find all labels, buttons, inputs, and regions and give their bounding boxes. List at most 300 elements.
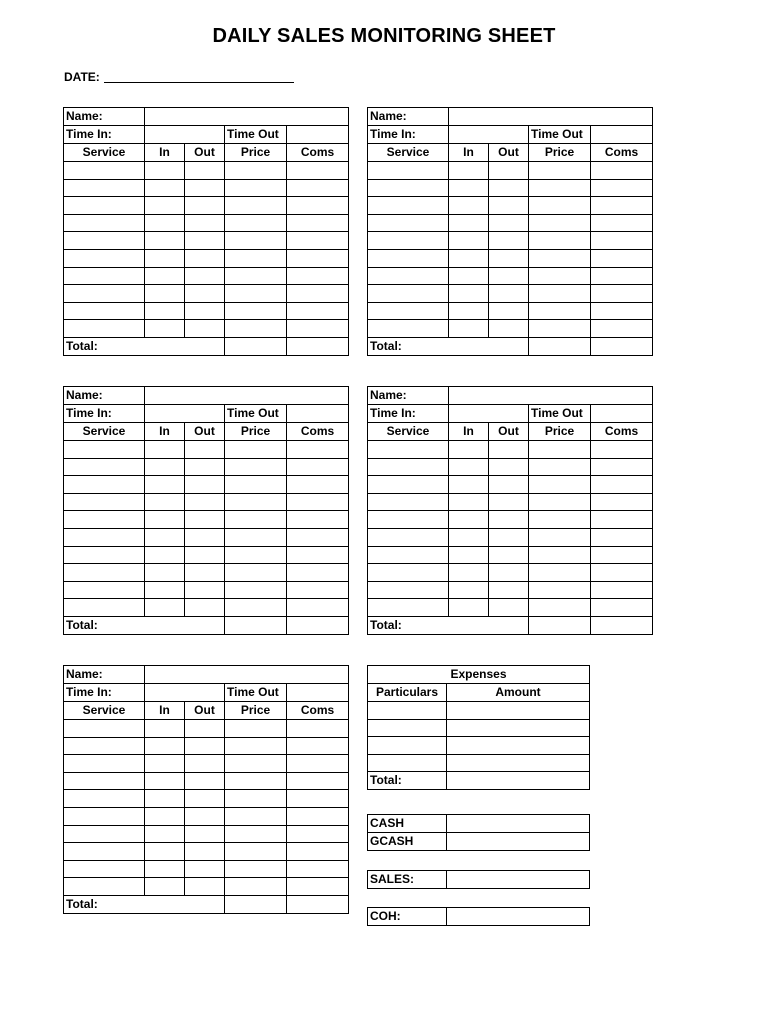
total-price-field[interactable] — [529, 616, 591, 634]
in-cell[interactable] — [145, 511, 185, 529]
price-cell[interactable] — [225, 737, 287, 755]
coms-cell[interactable] — [591, 546, 653, 564]
coms-cell[interactable] — [287, 790, 349, 808]
price-cell[interactable] — [225, 441, 287, 459]
date-blank[interactable] — [104, 70, 294, 83]
time-in-field[interactable] — [449, 405, 529, 423]
in-cell[interactable] — [145, 197, 185, 215]
in-cell[interactable] — [449, 302, 489, 320]
out-cell[interactable] — [489, 285, 529, 303]
in-cell[interactable] — [145, 581, 185, 599]
service-cell[interactable] — [368, 232, 449, 250]
out-cell[interactable] — [489, 320, 529, 338]
service-cell[interactable] — [64, 581, 145, 599]
particulars-cell[interactable] — [368, 754, 447, 772]
price-cell[interactable] — [225, 249, 287, 267]
in-cell[interactable] — [145, 755, 185, 773]
service-cell[interactable] — [64, 458, 145, 476]
out-cell[interactable] — [185, 528, 225, 546]
coms-cell[interactable] — [591, 564, 653, 582]
service-cell[interactable] — [64, 528, 145, 546]
total-price-field[interactable] — [225, 616, 287, 634]
coms-cell[interactable] — [287, 320, 349, 338]
price-cell[interactable] — [225, 267, 287, 285]
time-out-field[interactable] — [287, 126, 349, 144]
out-cell[interactable] — [489, 249, 529, 267]
price-cell[interactable] — [529, 302, 591, 320]
price-cell[interactable] — [225, 476, 287, 494]
time-out-field[interactable] — [591, 405, 653, 423]
price-cell[interactable] — [225, 511, 287, 529]
service-cell[interactable] — [64, 720, 145, 738]
coms-cell[interactable] — [287, 546, 349, 564]
coms-cell[interactable] — [287, 302, 349, 320]
price-cell[interactable] — [225, 860, 287, 878]
service-cell[interactable] — [64, 441, 145, 459]
price-cell[interactable] — [529, 599, 591, 617]
out-cell[interactable] — [185, 162, 225, 180]
in-cell[interactable] — [449, 285, 489, 303]
name-field[interactable] — [145, 108, 349, 126]
out-cell[interactable] — [489, 599, 529, 617]
total-coms-field[interactable] — [591, 616, 653, 634]
in-cell[interactable] — [145, 458, 185, 476]
coms-cell[interactable] — [591, 162, 653, 180]
price-cell[interactable] — [529, 441, 591, 459]
coh-label: COH: — [368, 908, 447, 926]
price-cell[interactable] — [225, 564, 287, 582]
in-cell[interactable] — [449, 493, 489, 511]
price-cell[interactable] — [225, 878, 287, 896]
coms-cell[interactable] — [287, 564, 349, 582]
total-coms-field[interactable] — [591, 337, 653, 355]
in-cell[interactable] — [449, 267, 489, 285]
out-cell[interactable] — [489, 162, 529, 180]
in-cell[interactable] — [145, 179, 185, 197]
service-cell[interactable] — [64, 493, 145, 511]
time-out-field[interactable] — [591, 126, 653, 144]
price-cell[interactable] — [529, 458, 591, 476]
coms-cell[interactable] — [287, 581, 349, 599]
total-price-field[interactable] — [529, 337, 591, 355]
price-cell[interactable] — [529, 267, 591, 285]
service-cell[interactable] — [64, 772, 145, 790]
in-cell[interactable] — [449, 179, 489, 197]
out-cell[interactable] — [185, 599, 225, 617]
in-cell[interactable] — [449, 564, 489, 582]
coms-cell[interactable] — [287, 232, 349, 250]
service-cell[interactable] — [64, 302, 145, 320]
service-cell[interactable] — [64, 843, 145, 861]
coms-cell[interactable] — [287, 860, 349, 878]
coms-cell[interactable] — [591, 441, 653, 459]
out-cell[interactable] — [185, 214, 225, 232]
total-coms-field[interactable] — [287, 337, 349, 355]
service-cell[interactable] — [64, 878, 145, 896]
price-cell[interactable] — [529, 214, 591, 232]
coms-cell[interactable] — [287, 807, 349, 825]
coms-cell[interactable] — [287, 528, 349, 546]
out-cell[interactable] — [489, 493, 529, 511]
out-cell[interactable] — [185, 232, 225, 250]
out-cell[interactable] — [489, 564, 529, 582]
in-cell[interactable] — [145, 476, 185, 494]
in-cell[interactable] — [449, 599, 489, 617]
name-field[interactable] — [145, 666, 349, 684]
sales-field[interactable] — [447, 871, 590, 889]
coms-cell[interactable] — [591, 476, 653, 494]
out-cell[interactable] — [489, 441, 529, 459]
coms-cell[interactable] — [287, 511, 349, 529]
out-cell[interactable] — [185, 755, 225, 773]
in-cell[interactable] — [449, 249, 489, 267]
time-in-field[interactable] — [145, 684, 225, 702]
service-cell[interactable] — [368, 546, 449, 564]
name-field[interactable] — [449, 387, 653, 405]
out-cell[interactable] — [489, 458, 529, 476]
service-cell[interactable] — [368, 476, 449, 494]
coms-cell[interactable] — [591, 197, 653, 215]
out-cell[interactable] — [185, 772, 225, 790]
in-cell[interactable] — [145, 546, 185, 564]
name-field[interactable] — [145, 387, 349, 405]
price-cell[interactable] — [225, 285, 287, 303]
coms-cell[interactable] — [287, 476, 349, 494]
coms-cell[interactable] — [287, 878, 349, 896]
in-cell[interactable] — [145, 599, 185, 617]
in-cell[interactable] — [145, 320, 185, 338]
time-in-field[interactable] — [145, 405, 225, 423]
in-cell[interactable] — [449, 546, 489, 564]
price-cell[interactable] — [225, 843, 287, 861]
in-cell[interactable] — [145, 528, 185, 546]
coms-cell[interactable] — [591, 214, 653, 232]
coms-cell[interactable] — [287, 599, 349, 617]
price-cell[interactable] — [529, 320, 591, 338]
out-cell[interactable] — [185, 581, 225, 599]
out-cell[interactable] — [185, 441, 225, 459]
service-cell[interactable] — [368, 528, 449, 546]
service-cell[interactable] — [368, 441, 449, 459]
in-cell[interactable] — [449, 528, 489, 546]
service-cell[interactable] — [64, 249, 145, 267]
out-cell[interactable] — [185, 476, 225, 494]
coms-cell[interactable] — [287, 737, 349, 755]
service-cell[interactable] — [368, 285, 449, 303]
out-cell[interactable] — [185, 720, 225, 738]
price-cell[interactable] — [225, 790, 287, 808]
price-cell[interactable] — [529, 476, 591, 494]
out-cell[interactable] — [489, 232, 529, 250]
amount-cell[interactable] — [447, 702, 590, 720]
particulars-cell[interactable] — [368, 737, 447, 755]
out-cell[interactable] — [489, 302, 529, 320]
in-cell[interactable] — [449, 476, 489, 494]
coms-cell[interactable] — [287, 493, 349, 511]
service-cell[interactable] — [64, 737, 145, 755]
price-cell[interactable] — [225, 232, 287, 250]
table-row — [64, 458, 349, 476]
out-cell[interactable] — [185, 458, 225, 476]
out-cell[interactable] — [185, 843, 225, 861]
coms-cell[interactable] — [591, 528, 653, 546]
in-cell[interactable] — [145, 249, 185, 267]
price-cell[interactable] — [225, 179, 287, 197]
service-cell[interactable] — [368, 581, 449, 599]
out-cell[interactable] — [185, 790, 225, 808]
coms-cell[interactable] — [287, 267, 349, 285]
total-coms-field[interactable] — [287, 895, 349, 913]
service-cell[interactable] — [64, 232, 145, 250]
service-cell[interactable] — [64, 511, 145, 529]
in-cell[interactable] — [145, 825, 185, 843]
coms-cell[interactable] — [591, 302, 653, 320]
service-cell[interactable] — [64, 179, 145, 197]
in-cell[interactable] — [145, 807, 185, 825]
price-cell[interactable] — [529, 528, 591, 546]
in-cell[interactable] — [145, 214, 185, 232]
total-coms-field[interactable] — [287, 616, 349, 634]
price-cell[interactable] — [225, 528, 287, 546]
service-cell[interactable] — [368, 197, 449, 215]
out-cell[interactable] — [185, 807, 225, 825]
time-out-field[interactable] — [287, 684, 349, 702]
in-cell[interactable] — [145, 878, 185, 896]
coms-cell[interactable] — [591, 493, 653, 511]
service-cell[interactable] — [64, 599, 145, 617]
gcash-label: GCASH — [368, 833, 447, 851]
in-cell[interactable] — [145, 232, 185, 250]
time-in-field[interactable] — [449, 126, 529, 144]
col-header-price: Price — [529, 144, 591, 162]
out-cell[interactable] — [185, 285, 225, 303]
price-cell[interactable] — [225, 755, 287, 773]
price-cell[interactable] — [225, 772, 287, 790]
service-cell[interactable] — [368, 493, 449, 511]
in-cell[interactable] — [145, 843, 185, 861]
price-cell[interactable] — [529, 249, 591, 267]
price-cell[interactable] — [529, 285, 591, 303]
coms-cell[interactable] — [287, 285, 349, 303]
out-cell[interactable] — [185, 564, 225, 582]
out-cell[interactable] — [185, 878, 225, 896]
service-cell[interactable] — [368, 564, 449, 582]
price-cell[interactable] — [529, 564, 591, 582]
table-row — [368, 546, 653, 564]
coms-cell[interactable] — [287, 843, 349, 861]
service-cell[interactable] — [368, 320, 449, 338]
service-cell[interactable] — [64, 790, 145, 808]
service-cell[interactable] — [64, 546, 145, 564]
service-cell[interactable] — [64, 564, 145, 582]
in-cell[interactable] — [145, 285, 185, 303]
out-cell[interactable] — [489, 267, 529, 285]
coms-cell[interactable] — [287, 825, 349, 843]
service-cell[interactable] — [64, 162, 145, 180]
in-cell[interactable] — [145, 302, 185, 320]
total-price-field[interactable] — [225, 895, 287, 913]
service-cell[interactable] — [368, 599, 449, 617]
price-cell[interactable] — [529, 511, 591, 529]
coms-cell[interactable] — [591, 320, 653, 338]
in-cell[interactable] — [449, 162, 489, 180]
service-cell[interactable] — [64, 825, 145, 843]
service-cell[interactable] — [368, 214, 449, 232]
coms-cell[interactable] — [287, 249, 349, 267]
total-label: Total: — [64, 616, 225, 634]
coms-cell[interactable] — [287, 162, 349, 180]
in-cell[interactable] — [145, 162, 185, 180]
service-cell[interactable] — [64, 755, 145, 773]
service-cell[interactable] — [368, 302, 449, 320]
price-cell[interactable] — [225, 493, 287, 511]
amount-cell[interactable] — [447, 719, 590, 737]
in-cell[interactable] — [145, 860, 185, 878]
coms-cell[interactable] — [591, 511, 653, 529]
service-cell[interactable] — [64, 860, 145, 878]
service-cell[interactable] — [368, 179, 449, 197]
out-cell[interactable] — [185, 267, 225, 285]
in-cell[interactable] — [145, 772, 185, 790]
name-field[interactable] — [449, 108, 653, 126]
total-price-field[interactable] — [225, 337, 287, 355]
price-cell[interactable] — [225, 546, 287, 564]
coms-cell[interactable] — [591, 249, 653, 267]
service-cell[interactable] — [368, 267, 449, 285]
coms-cell[interactable] — [287, 458, 349, 476]
price-cell[interactable] — [529, 179, 591, 197]
coms-cell[interactable] — [591, 179, 653, 197]
service-cell[interactable] — [368, 162, 449, 180]
in-cell[interactable] — [449, 581, 489, 599]
coms-cell[interactable] — [287, 441, 349, 459]
price-cell[interactable] — [529, 581, 591, 599]
out-cell[interactable] — [185, 493, 225, 511]
in-cell[interactable] — [449, 197, 489, 215]
price-cell[interactable] — [225, 581, 287, 599]
out-cell[interactable] — [489, 581, 529, 599]
in-cell[interactable] — [449, 214, 489, 232]
in-cell[interactable] — [449, 232, 489, 250]
amount-cell[interactable] — [447, 737, 590, 755]
coms-cell[interactable] — [287, 179, 349, 197]
service-cell[interactable] — [64, 267, 145, 285]
coms-cell[interactable] — [591, 599, 653, 617]
coms-cell[interactable] — [287, 772, 349, 790]
out-cell[interactable] — [185, 179, 225, 197]
table-row — [64, 285, 349, 303]
service-cell[interactable] — [64, 214, 145, 232]
price-cell[interactable] — [225, 214, 287, 232]
price-cell[interactable] — [529, 493, 591, 511]
in-cell[interactable] — [145, 737, 185, 755]
price-cell[interactable] — [225, 458, 287, 476]
particulars-cell[interactable] — [368, 719, 447, 737]
coms-cell[interactable] — [591, 267, 653, 285]
coms-cell[interactable] — [591, 232, 653, 250]
service-cell[interactable] — [64, 197, 145, 215]
coms-cell[interactable] — [591, 458, 653, 476]
out-cell[interactable] — [185, 249, 225, 267]
table-row — [368, 214, 653, 232]
in-cell[interactable] — [449, 458, 489, 476]
price-cell[interactable] — [529, 162, 591, 180]
service-cell[interactable] — [368, 458, 449, 476]
in-cell[interactable] — [145, 267, 185, 285]
service-cell[interactable] — [368, 511, 449, 529]
in-cell[interactable] — [145, 564, 185, 582]
staff-block — [63, 665, 349, 914]
price-cell[interactable] — [529, 546, 591, 564]
in-cell[interactable] — [145, 720, 185, 738]
out-cell[interactable] — [489, 546, 529, 564]
column-header-row — [368, 423, 653, 441]
price-cell[interactable] — [225, 197, 287, 215]
out-cell[interactable] — [489, 476, 529, 494]
price-cell[interactable] — [225, 320, 287, 338]
time-out-field[interactable] — [287, 405, 349, 423]
service-cell[interactable] — [64, 320, 145, 338]
out-cell[interactable] — [185, 860, 225, 878]
out-cell[interactable] — [489, 528, 529, 546]
coms-cell[interactable] — [591, 581, 653, 599]
in-cell[interactable] — [449, 441, 489, 459]
service-cell[interactable] — [64, 285, 145, 303]
service-cell[interactable] — [368, 249, 449, 267]
coms-cell[interactable] — [287, 214, 349, 232]
service-cell[interactable] — [64, 807, 145, 825]
in-cell[interactable] — [449, 320, 489, 338]
out-cell[interactable] — [185, 825, 225, 843]
price-cell[interactable] — [225, 302, 287, 320]
service-cell[interactable] — [64, 476, 145, 494]
in-cell[interactable] — [145, 790, 185, 808]
out-cell[interactable] — [185, 197, 225, 215]
out-cell[interactable] — [185, 320, 225, 338]
in-cell[interactable] — [449, 511, 489, 529]
out-cell[interactable] — [489, 197, 529, 215]
price-cell[interactable] — [529, 197, 591, 215]
coms-cell[interactable] — [287, 720, 349, 738]
price-cell[interactable] — [225, 825, 287, 843]
time-in-field[interactable] — [145, 126, 225, 144]
in-cell[interactable] — [145, 493, 185, 511]
price-cell[interactable] — [225, 599, 287, 617]
out-cell[interactable] — [489, 214, 529, 232]
in-cell[interactable] — [145, 441, 185, 459]
coms-cell[interactable] — [287, 197, 349, 215]
out-cell[interactable] — [185, 511, 225, 529]
coms-cell[interactable] — [591, 285, 653, 303]
price-cell[interactable] — [529, 232, 591, 250]
particulars-cell[interactable] — [368, 702, 447, 720]
amount-cell[interactable] — [447, 754, 590, 772]
price-cell[interactable] — [225, 162, 287, 180]
price-cell[interactable] — [225, 807, 287, 825]
coms-cell[interactable] — [287, 755, 349, 773]
out-cell[interactable] — [489, 511, 529, 529]
out-cell[interactable] — [185, 737, 225, 755]
out-cell[interactable] — [185, 302, 225, 320]
out-cell[interactable] — [489, 179, 529, 197]
coh-field[interactable] — [447, 908, 590, 926]
cash-field[interactable] — [447, 815, 590, 833]
gcash-field[interactable] — [447, 833, 590, 851]
expenses-total-field[interactable] — [447, 772, 590, 790]
table-row — [368, 528, 653, 546]
out-cell[interactable] — [185, 546, 225, 564]
price-cell[interactable] — [225, 720, 287, 738]
